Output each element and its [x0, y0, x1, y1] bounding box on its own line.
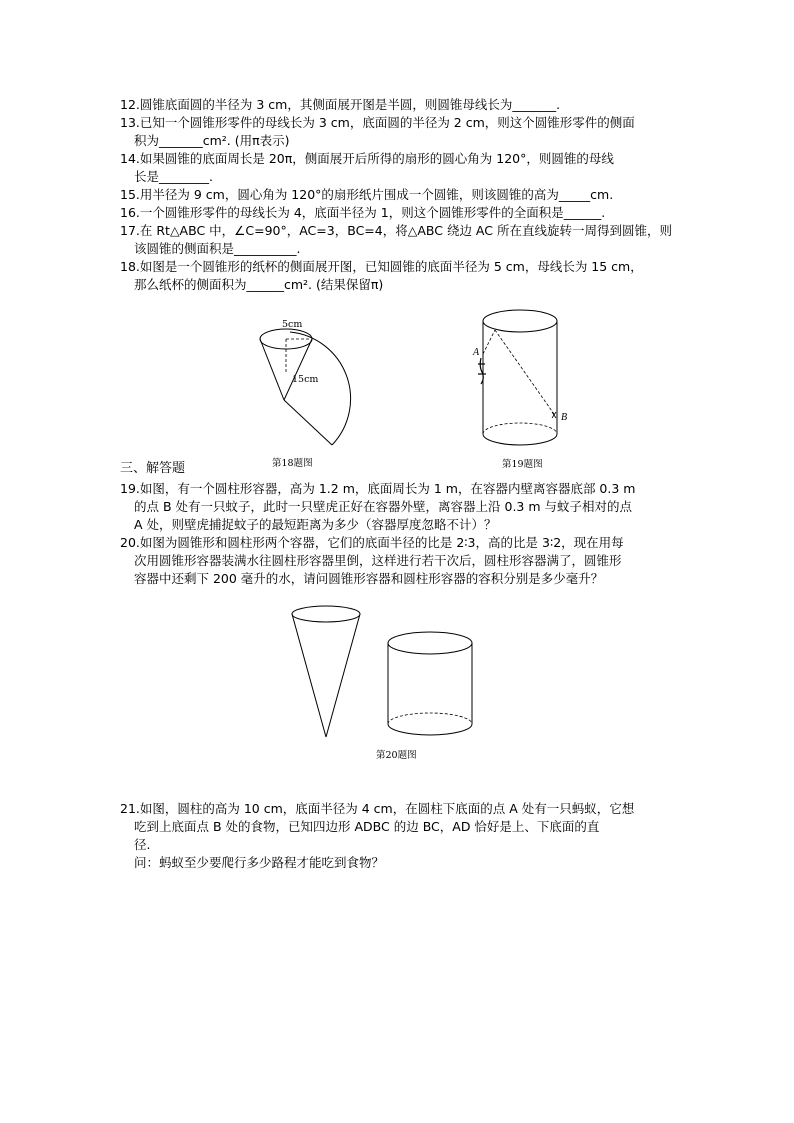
cylinder-bottom-back	[483, 423, 557, 434]
question-16: 16.一个圆锥形零件的母线长为 4，底面半径为 1，则这个圆锥形零件的全面积是______.	[120, 205, 606, 220]
path-rim-to-b	[495, 330, 554, 414]
question-17-line2: 该圆锥的侧面积是__________.	[134, 241, 301, 256]
path-a-to-rim	[483, 330, 495, 354]
figure-19-cylinder	[468, 306, 580, 472]
question-18-line1: 18.如图是一个圆锥形的纸杯的侧面展开图，已知圆锥的底面半径为 5 cm，母线长为 15 cm，	[120, 259, 643, 274]
question-21-line1: 21.如图，圆柱的高为 10 cm，底面半径为 4 cm，在圆柱下底面的点 A 处有一只蚂蚁，它想	[120, 801, 635, 816]
question-13-line1: 13.已知一个圆锥形零件的母线长为 3 cm，底面圆的半径为 2 cm，则这个圆锥形零件的侧面	[120, 115, 635, 130]
question-20-line2: 次用圆锥形容器装满水往圆柱形容器里倒，这样进行若干次后，圆柱形容器满了，圆锥形	[134, 553, 622, 568]
figure-18-caption: 第18题图	[272, 458, 313, 469]
figure-20-cone-and-cylinder	[288, 602, 488, 764]
figure-19-caption: 第19题图	[502, 459, 543, 470]
question-19-line2: 的点 B 处有一只蚊子，此时一只壁虎正好在容器外壁，离容器上沿 0.3 m 与蚊子相对的点	[134, 499, 632, 514]
label-a: A	[473, 347, 480, 358]
label-15cm: 15cm	[292, 374, 319, 385]
section-heading: 三、解答题	[120, 461, 186, 476]
mosquito-icon	[552, 412, 556, 418]
cone-top-ellipse	[292, 606, 360, 622]
question-19-line3: A 处，则壁虎捕捉蚊子的最短距离为多少（容器厚度忽略不计）？	[134, 517, 497, 532]
question-14-line2: 长是________.	[134, 169, 213, 184]
question-14-line1: 14.如果圆锥的底面周长是 20π，侧面展开后所得的扇形的圆心角为 120°，则圆锥的母线	[120, 151, 614, 166]
label-b: B	[561, 412, 568, 423]
question-21-line3: 径.	[134, 837, 151, 852]
cone-left-edge	[260, 339, 284, 400]
cylinder-bottom-front	[388, 724, 472, 735]
question-13-line2: 积为_______cm². (用π表示)	[134, 133, 290, 148]
cylinder-top-ellipse	[483, 310, 557, 332]
question-20-line3: 容器中还剩下 200 毫升的水，请问圆锥形容器和圆柱形容器的容积分别是多少毫升？	[134, 571, 604, 586]
sector-arc	[290, 332, 351, 445]
gecko-icon	[478, 358, 486, 384]
cone-right-edge	[326, 614, 360, 737]
figure-18-cone-net	[250, 312, 370, 474]
question-18-line2: 那么纸杯的侧面积为______cm². (结果保留π)	[134, 277, 384, 292]
question-19-line1: 19.如图，有一个圆柱形容器，高为 1.2 m，底面周长为 1 m，在容器内壁离容器底部 0.3 m	[120, 481, 636, 496]
cylinder-bottom-back	[388, 713, 472, 724]
cone-left-edge	[292, 614, 326, 737]
cylinder-top-ellipse	[388, 632, 472, 654]
question-17-line1: 17.在 Rt△ABC 中，∠C=90°，AC=3，BC=4，将△ABC 绕边 AC 所在直线旋转一周得到圆锥，则	[120, 223, 672, 238]
question-12: 12.圆锥底面圆的半径为 3 cm，其侧面展开图是半圆，则圆锥母线长为_______.	[120, 97, 561, 112]
question-20-line1: 20.如图为圆锥形和圆柱形两个容器，它们的底面半径的比是 2∶3，高的比是 3∶2，现在用每	[120, 535, 624, 550]
question-21-line2: 吃到上底面点 B 处的食物，已知四边形 ADBC 的边 BC，AD 恰好是上、下底面的直	[134, 819, 600, 834]
question-15: 15.用半径为 9 cm，圆心角为 120°的扇形纸片围成一个圆锥，则该圆锥的高为_____cm.	[120, 187, 614, 202]
figure-20-caption: 第20题图	[376, 750, 417, 761]
label-5cm: 5cm	[282, 319, 303, 330]
cylinder-bottom-front	[483, 434, 557, 445]
question-21-line4: 问：蚂蚁至少要爬行多少路程才能吃到食物？	[134, 855, 385, 870]
sector-lower-edge	[284, 400, 332, 445]
